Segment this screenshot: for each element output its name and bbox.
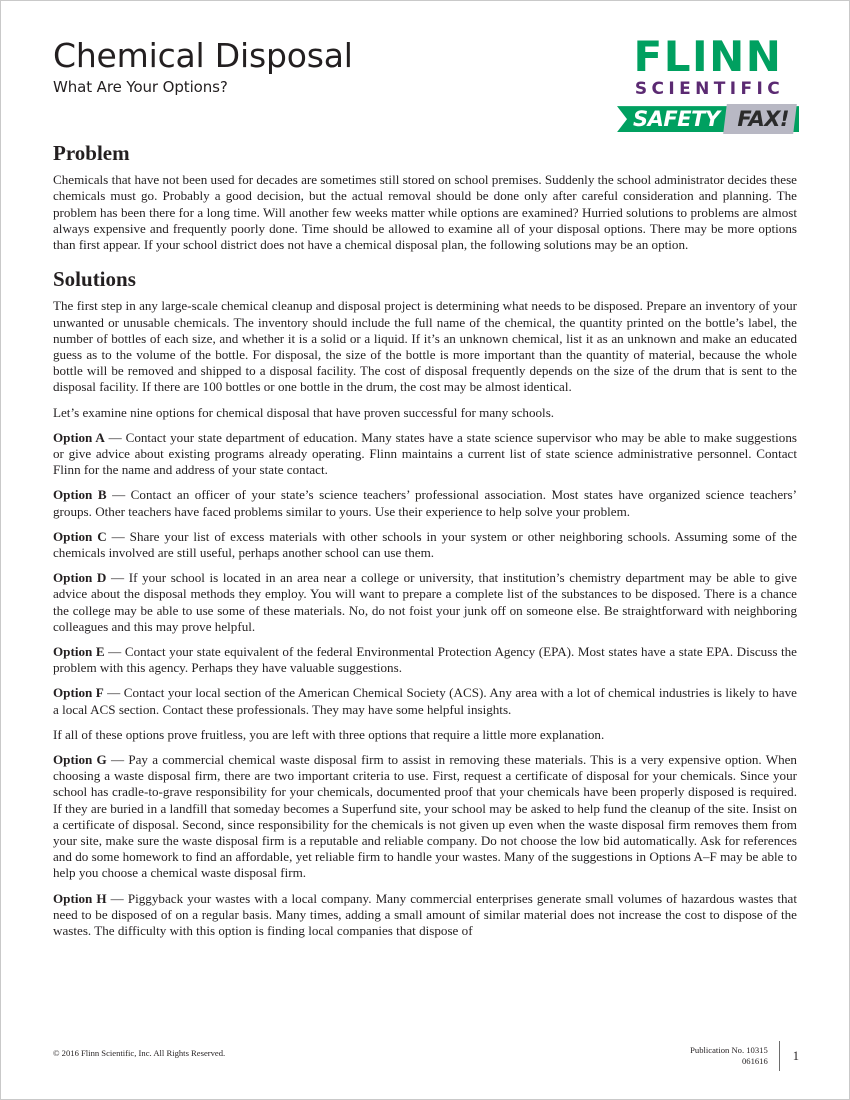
copyright-text: © 2016 Flinn Scientific, Inc. All Rights Reserved.: [53, 1048, 226, 1058]
option-label: Option E: [53, 643, 105, 659]
option-label: Option F: [53, 685, 104, 701]
paragraph: [53, 298, 797, 395]
logo-brand-subtext: SCIENTIFIC: [634, 78, 785, 99]
paragraph-text: — Contact your state department of education. Many states have a state science supervisor who may be able to make suggestions or give advice about existing programs already operating. Flinn maintains a current list of state science administrative personnel. Contact Flinn for the name and address of your state contact.: [53, 429, 797, 478]
banner-fax-text: FAX!: [737, 107, 789, 132]
option-paragraph-e: [53, 644, 797, 676]
page-footer: [53, 1041, 799, 1071]
paragraph: [53, 405, 797, 421]
paragraph-text: — Contact your local section of the American Chemical Society (ACS). Any area with a lot of chemical industries is likely to have a local ACS section. Contact these professionals. They may have some helpful insights.: [53, 685, 797, 717]
option-label: Option A: [53, 429, 105, 445]
option-paragraph-d: [53, 570, 797, 635]
option-paragraph-f: [53, 685, 797, 717]
option-paragraph-h: [53, 891, 797, 940]
publication-date-code: 061616: [741, 1056, 768, 1066]
paragraph-text: The first step in any large-scale chemical cleanup and disposal project is determining what needs to be disposed. Prepare an inventory of your unwanted or unusable chemicals. The inventory should include the full name of the chemical, the quantity printed on the bottle’s label, the number of bottles of each size, and whether it is a solid or a liquid. If it’s an unknown chemical, list it as an unknown and make an educated guess as to the volume of the bottle. For disposal, the size of the bottle is more important than the quantity of material, because the whole bottle will be removed and shipped to a disposal facility. The cost of disposal frequently depends on the size of the drum that is sent to the disposal facility. If there are 100 bottles or one bottle in the drum, the cost may be almost identical.: [53, 298, 797, 395]
paragraph-text: — Piggyback your wastes with a local company. Many commercial enterprises generate small volumes of hazardous wastes that need to be disposed of on a regular basis. Many times, adding a small amount of similar material does not increase the cost to dispose of the wastes. The difficulty with this option is finding local companies that dispose of: [53, 890, 797, 938]
page-subtitle: What Are Your Options?: [53, 77, 228, 96]
paragraph-text: — If your school is located in an area near a college or university, that institution’s chemistry department may be able to give advice about the disposal methods they employ. You will want to prepare a complete list of the substances to be disposed. There is a chance the college may be able to use some of these materials. No, do not foist your junk off on someone else. Be straightforward with neighboring colleagues and this may prove helpful.: [53, 570, 797, 634]
page-title: Chemical Disposal: [53, 36, 353, 75]
publication-block: [690, 1045, 779, 1067]
footer-right-block: [690, 1041, 799, 1071]
section-heading: Solutions: [53, 267, 136, 292]
paragraph-text: — Contact an officer of your state’s science teachers’ professional association. Most states have organized science teachers’ groups. Other teachers have faced problems similar to yours. Use their experience to help solve your problem.: [53, 487, 797, 519]
paragraph: [53, 727, 797, 743]
paragraph-text: — Pay a commercial chemical waste disposal firm to assist in removing these materials. This is a very expensive option. When choosing a waste disposal firm, there are two important criteria to use. First, request a certificate of disposal for your chemicals. Since your school has cradle-to-grave responsibility for your chemicals, documented proof that your chemicals have been properly disposed is required. If they are buried in a landfill that someday becomes a Superfund site, your school may be asked to help fund the cleanup of the site. Insist on a certificate of disposal. Second, since responsibility for the chemicals is not given up even when the waste disposal firm removes them from your site, make sure the waste disposal firm is a reputable and reliable company. Do not choose the low bid automatically. Ask for references and do some homework to find an affordable, yet reliable firm to handle your wastes. Many of the suggestions in Options A–F may be able to help you choose a chemical waste disposal firm.: [53, 751, 797, 881]
paragraph-text: — Share your list of excess materials with other schools in your system or other neighboring schools. Assuming some of the chemicals involved are still useful, perhaps another school can use them.: [53, 528, 797, 560]
paragraph-text: Chemicals that have not been used for decades are sometimes still stored on school premises. Suddenly the school administrator decides these chemicals must go. Probably a good decision, but the actual removal should be done only after careful consideration and planning. The problem has been there for a long time. Will another few weeks matter while options are examined? Hurried solutions to problems are almost always expensive and frequently poorly done. Time should be allowed to examine all of your disposal options. There may be more options than first appear. If your school district does not have a chemical disposal plan, the following solutions may be an option.: [53, 172, 797, 252]
option-label: Option G: [53, 751, 107, 767]
document-body: [1, 141, 849, 939]
flinn-scientific-logo: [617, 32, 799, 134]
option-paragraph-c: [53, 529, 797, 561]
paragraph-text: If all of these options prove fruitless, you are left with three options that require a little more explanation.: [53, 726, 605, 742]
section-solutions: [53, 267, 797, 939]
publication-number: Publication No. 10315: [690, 1045, 768, 1055]
page-number: 1: [792, 1049, 799, 1063]
option-label: Option H: [53, 890, 107, 906]
option-paragraph-g: [53, 752, 797, 882]
option-label: Option B: [53, 487, 107, 503]
logo-brand-text: FLINN: [633, 32, 783, 81]
paragraph-text: — Contact your state equivalent of the federal Environmental Protection Agency (EPA). Most states have a state EPA. Discuss the problem with this agency. Perhaps they have valuable suggestions.: [53, 643, 797, 676]
paragraph-text: Let’s examine nine options for chemical disposal that have proven successful for many schools.: [53, 404, 555, 420]
page-header: [1, 1, 849, 141]
option-paragraph-a: [53, 430, 797, 479]
banner-safety-text: SAFETY: [633, 107, 720, 132]
title-block: [53, 36, 573, 96]
paragraph: [53, 172, 797, 253]
option-label: Option D: [53, 570, 107, 586]
section-problem: [53, 141, 797, 253]
option-paragraph-b: [53, 487, 797, 519]
option-label: Option C: [53, 528, 107, 544]
safety-fax-banner: [617, 104, 799, 134]
section-heading: Problem: [53, 141, 130, 165]
